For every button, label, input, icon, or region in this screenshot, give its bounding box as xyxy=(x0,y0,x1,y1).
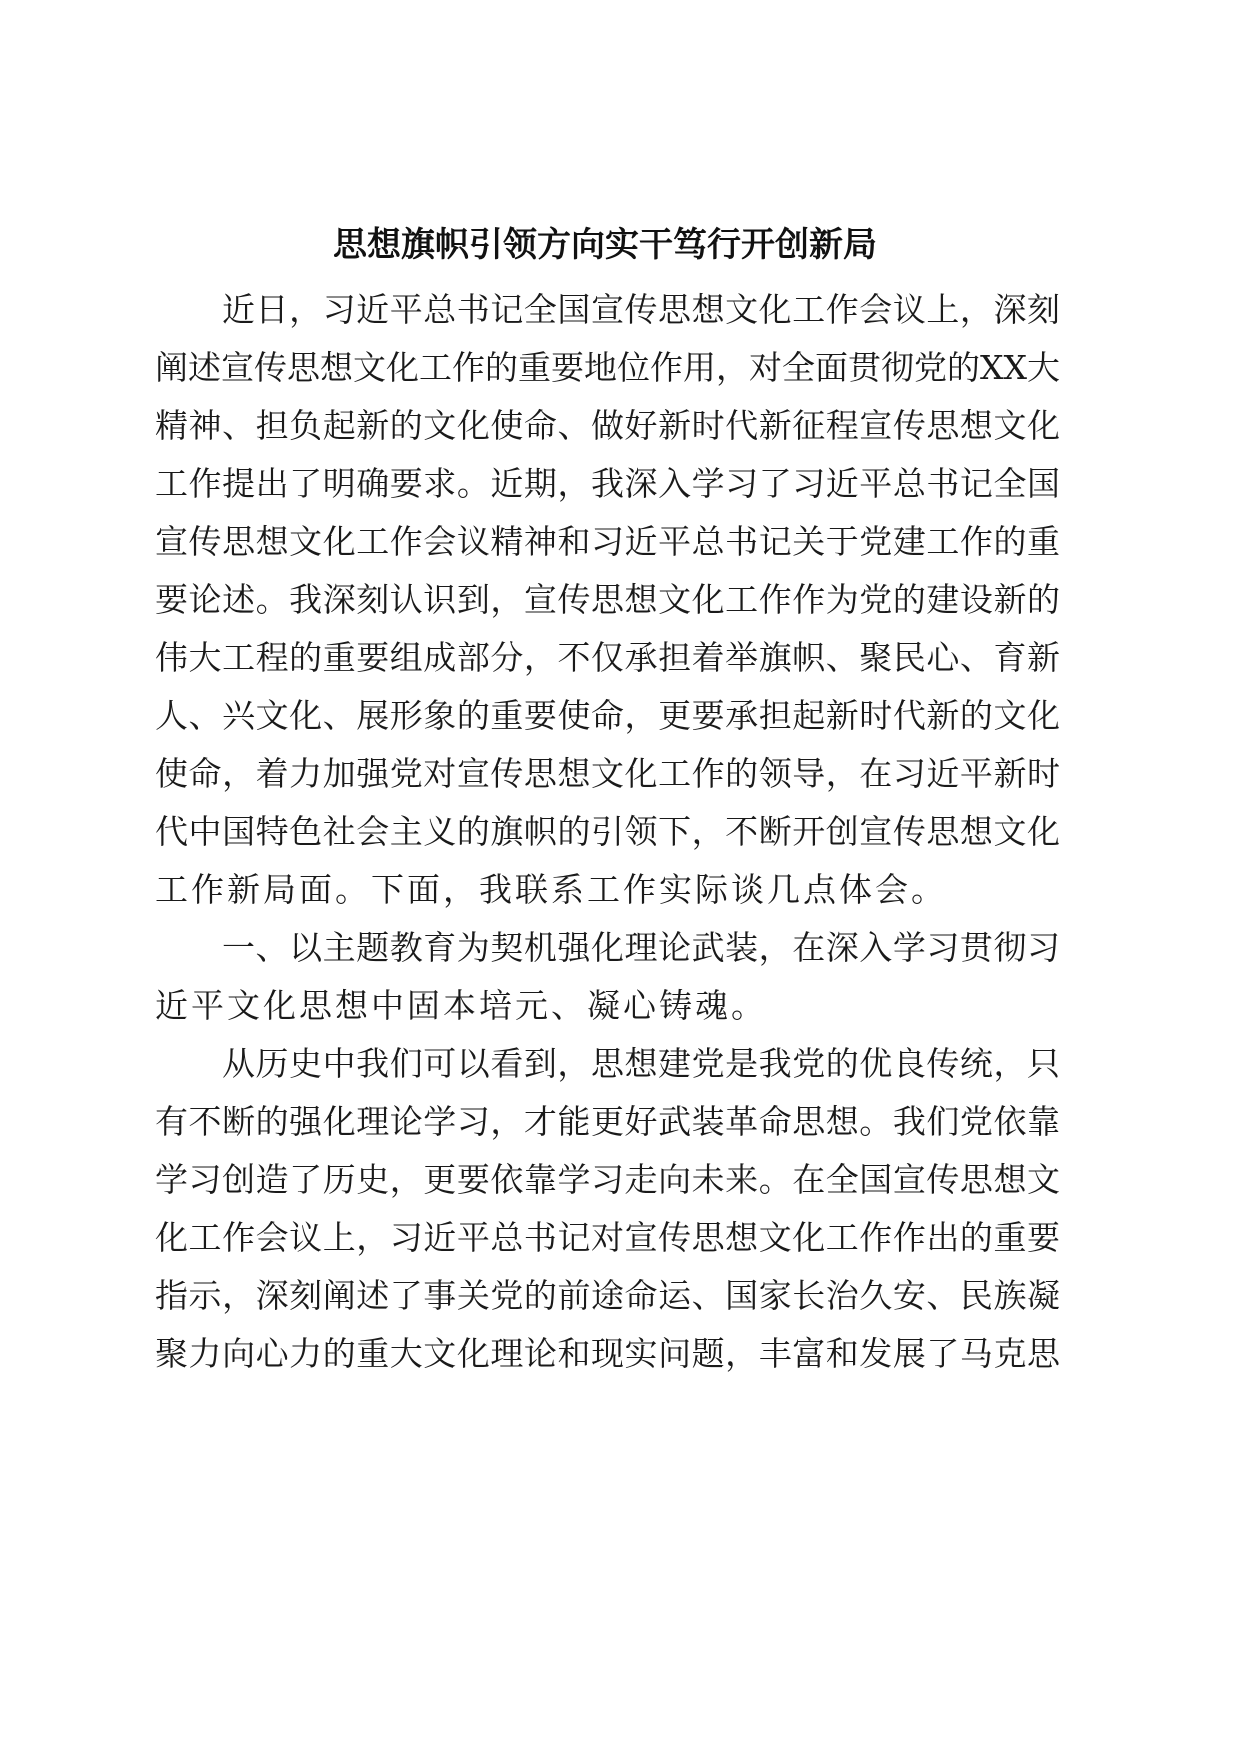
section-heading-1-line-2: 近平文化思想中固本培元、凝心铸魂。 xyxy=(155,986,767,1025)
section-heading-1-line-1: 一、以主题教育为契机强化理论武装，在深入学习贯彻习 xyxy=(222,928,1060,967)
paragraph-2-line-2: 有不断的强化理论学习，才能更好武装革命思想。我们党依靠 xyxy=(155,1102,1060,1141)
paragraph-1-line-10: 代中国特色社会主义的旗帜的引领下，不断开创宣传思想文化 xyxy=(155,812,1060,851)
paragraph-1-line-9: 使命，着力加强党对宣传思想文化工作的领导，在习近平新时 xyxy=(155,754,1060,793)
paragraph-2-line-4: 化工作会议上，习近平总书记对宣传思想文化工作作出的重要 xyxy=(155,1218,1060,1257)
paragraph-2-line-6: 聚力向心力的重大文化理论和现实问题，丰富和发展了马克思 xyxy=(155,1334,1060,1373)
paragraph-1-line-7: 伟大工程的重要组成部分，不仅承担着举旗帜、聚民心、育新 xyxy=(155,638,1060,677)
paragraph-1-line-6: 要论述。我深刻认识到，宣传思想文化工作作为党的建设新的 xyxy=(155,580,1060,619)
paragraph-2-line-3: 学习创造了历史，更要依靠学习走向未来。在全国宣传思想文 xyxy=(155,1160,1060,1199)
paragraph-1-line-5: 宣传思想文化工作会议精神和习近平总书记关于党建工作的重 xyxy=(155,522,1060,561)
paragraph-1-line-2: 阐述宣传思想文化工作的重要地位作用，对全面贯彻党的XX大 xyxy=(155,348,1060,387)
paragraph-1-line-1: 近日，习近平总书记全国宣传思想文化工作会议上，深刻 xyxy=(222,290,1060,329)
paragraph-1-line-8: 人、兴文化、展形象的重要使命，更要承担起新时代新的文化 xyxy=(155,696,1060,735)
paragraph-1-line-4: 工作提出了明确要求。近期，我深入学习了习近平总书记全国 xyxy=(155,464,1060,503)
paragraph-2-line-1: 从历史中我们可以看到，思想建党是我党的优良传统，只 xyxy=(222,1044,1060,1083)
paragraph-1-line-11: 工作新局面。下面，我联系工作实际谈几点体会。 xyxy=(155,870,947,909)
paragraph-2-line-5: 指示，深刻阐述了事关党的前途命运、国家长治久安、民族凝 xyxy=(155,1276,1060,1315)
paragraph-1-line-3: 精神、担负起新的文化使命、做好新时代新征程宣传思想文化 xyxy=(155,406,1060,445)
document-title: 思想旗帜引领方向实干笃行开创新局 xyxy=(333,225,877,265)
